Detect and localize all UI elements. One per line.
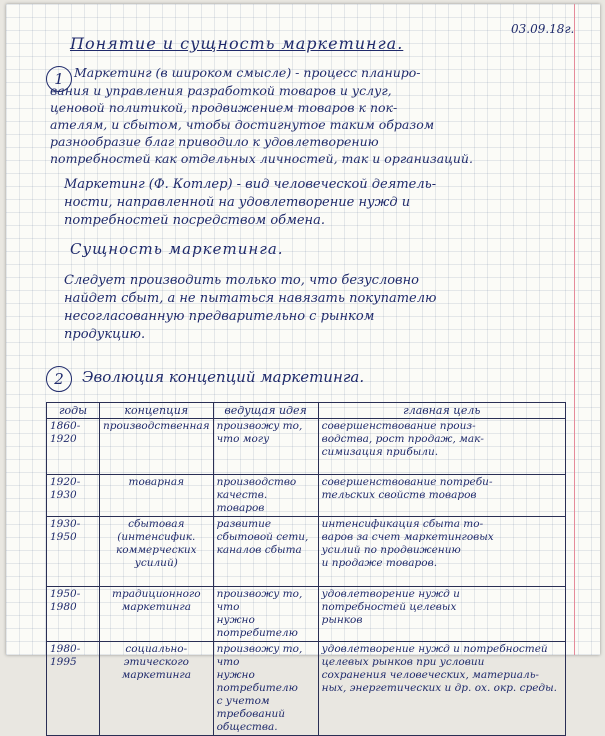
notebook-page [6,4,600,733]
cell-line: сбытовой сети, [216,531,309,543]
cell-goal [318,517,565,587]
date-note: 03.09.18г. [511,22,575,36]
cell-line: интенсификация сбыта то- [321,518,484,530]
cell-concept [100,587,214,642]
cell-line: производство [216,476,297,488]
cell-idea [213,587,318,642]
cell-line: произвожу то, [216,420,303,432]
cell-line: общества. [216,721,278,733]
cell-line: совершенствование произ- [321,420,476,432]
cell-line: произвожу то, что [216,588,303,613]
text-line: потребностей как отдельных личностей, так и организаций. [50,151,473,166]
cell-line: производственная [103,420,210,432]
cell-line: усилий) [134,557,178,569]
cell-line: 1920- [50,476,81,488]
text-line: вания и управления разработкой товаров и услуг, [50,83,392,98]
subheading-essence: Сущность маркетинга. [70,240,284,258]
table-row [47,517,566,587]
cell-goal [318,419,565,475]
cell-line: 1995 [50,656,77,668]
header-goal: главная цель [318,403,565,419]
cell-line: потребностей целевых [321,601,457,613]
cell-line: 1950- [50,588,81,600]
cell-line: тельских свойств товаров [321,489,477,501]
cell-concept [100,475,214,517]
cell-line: каналов сбыта [216,544,302,556]
text-line: несогласованную предварительно с рынком [64,309,375,324]
cell-line: 1980- [50,643,81,655]
cell-idea [213,517,318,587]
text-line: ценовой политикой, продвижением товаров к пок- [50,100,398,115]
text-line: ателям, и сбытом, чтобы достигнутое таким образом [50,117,435,132]
cell-years [47,642,100,736]
cell-line: совершенствование потреби- [321,476,493,488]
definition-kotler [64,176,436,230]
definition-broad-continued [50,82,473,167]
cell-line: симизация прибыли. [321,446,439,458]
cell-line: (интенсифик. [117,531,196,543]
text-line: потребностей посредством обмена. [64,213,325,228]
cell-line: с учетом требований [216,695,286,720]
cell-years [47,517,100,587]
concepts-table [46,402,566,736]
cell-line: что могу [216,433,270,445]
cell-line: товарная [128,476,185,488]
table-row [47,419,566,475]
text-line: ности, направленной на удовлетворение нужд и [64,195,411,210]
header-concept: концепция [100,403,214,419]
cell-concept [100,517,214,587]
cell-idea [213,475,318,517]
cell-idea [213,642,318,736]
cell-line: произвожу то, что [216,643,303,668]
margin-line [574,4,575,655]
cell-line: 1980 [50,601,77,613]
cell-line: этического [123,656,190,668]
cell-goal [318,587,565,642]
table-header-row [47,403,566,419]
cell-line: 1920 [50,433,77,445]
cell-line: ных, энергетических и др. ох. окр. среды. [321,682,557,694]
text-line: Следует производить только то, что безусловно [64,273,419,288]
cell-goal [318,642,565,736]
cell-line: 1930- [50,518,81,530]
cell-years [47,419,100,475]
cell-line: рынков [321,614,363,626]
text-line: найдет сбыт, а не пытаться навязать покупателю [64,291,437,306]
table-row [47,475,566,517]
table-row [47,642,566,736]
page-title: Понятие и сущность маркетинга. [70,34,404,53]
definition-broad [74,64,421,81]
cell-line: варов за счет маркетинговых [321,531,494,543]
text-line: Маркетинг (Ф. Котлер) - вид человеческой деятель- [64,177,437,192]
cell-line: усилий по продвижению [321,544,461,556]
cell-line: удовлетворение нужд и [321,588,460,600]
cell-line: развитие [216,518,272,530]
cell-line: сохранения человеческих, материаль- [321,669,539,681]
cell-line: традиционного [112,588,201,600]
cell-line: коммерческих [116,544,197,556]
cell-goal [318,475,565,517]
cell-line: нужно потребителю [216,669,298,694]
cell-line: и продаже товаров. [321,557,438,569]
cell-line: социально- [125,643,188,655]
text-line: Маркетинг (в широком смысле) - процесс планиро- [74,65,421,80]
cell-concept [100,419,214,475]
section-number-2: 2 [46,366,72,392]
cell-line: маркетинга [121,669,191,681]
section-title-evolution: Эволюция концепций маркетинга. [82,368,365,386]
header-years: годы [47,403,100,419]
cell-line: качеств. товаров [216,489,268,514]
cell-line: сбытовая [128,518,185,530]
cell-line: маркетинга [121,601,191,613]
cell-concept [100,642,214,736]
cell-idea [213,419,318,475]
table-row [47,587,566,642]
cell-line: целевых рынков при условии [321,656,485,668]
cell-line: 1930 [50,489,77,501]
cell-line: удовлетворение нужд и потребностей [321,643,548,655]
text-line: продукцию. [64,327,146,342]
cell-line: нужно потребителю [216,614,298,639]
cell-line: 1860- [50,420,81,432]
cell-years [47,475,100,517]
cell-line: 1950 [50,531,77,543]
cell-years [47,587,100,642]
essence-paragraph [64,272,436,344]
header-idea: ведущая идея [213,403,318,419]
section-number-1: 1 [46,66,72,92]
text-line: разнообразие благ приводило к удовлетворению [50,134,379,149]
cell-line: водства, рост продаж, мак- [321,433,484,445]
